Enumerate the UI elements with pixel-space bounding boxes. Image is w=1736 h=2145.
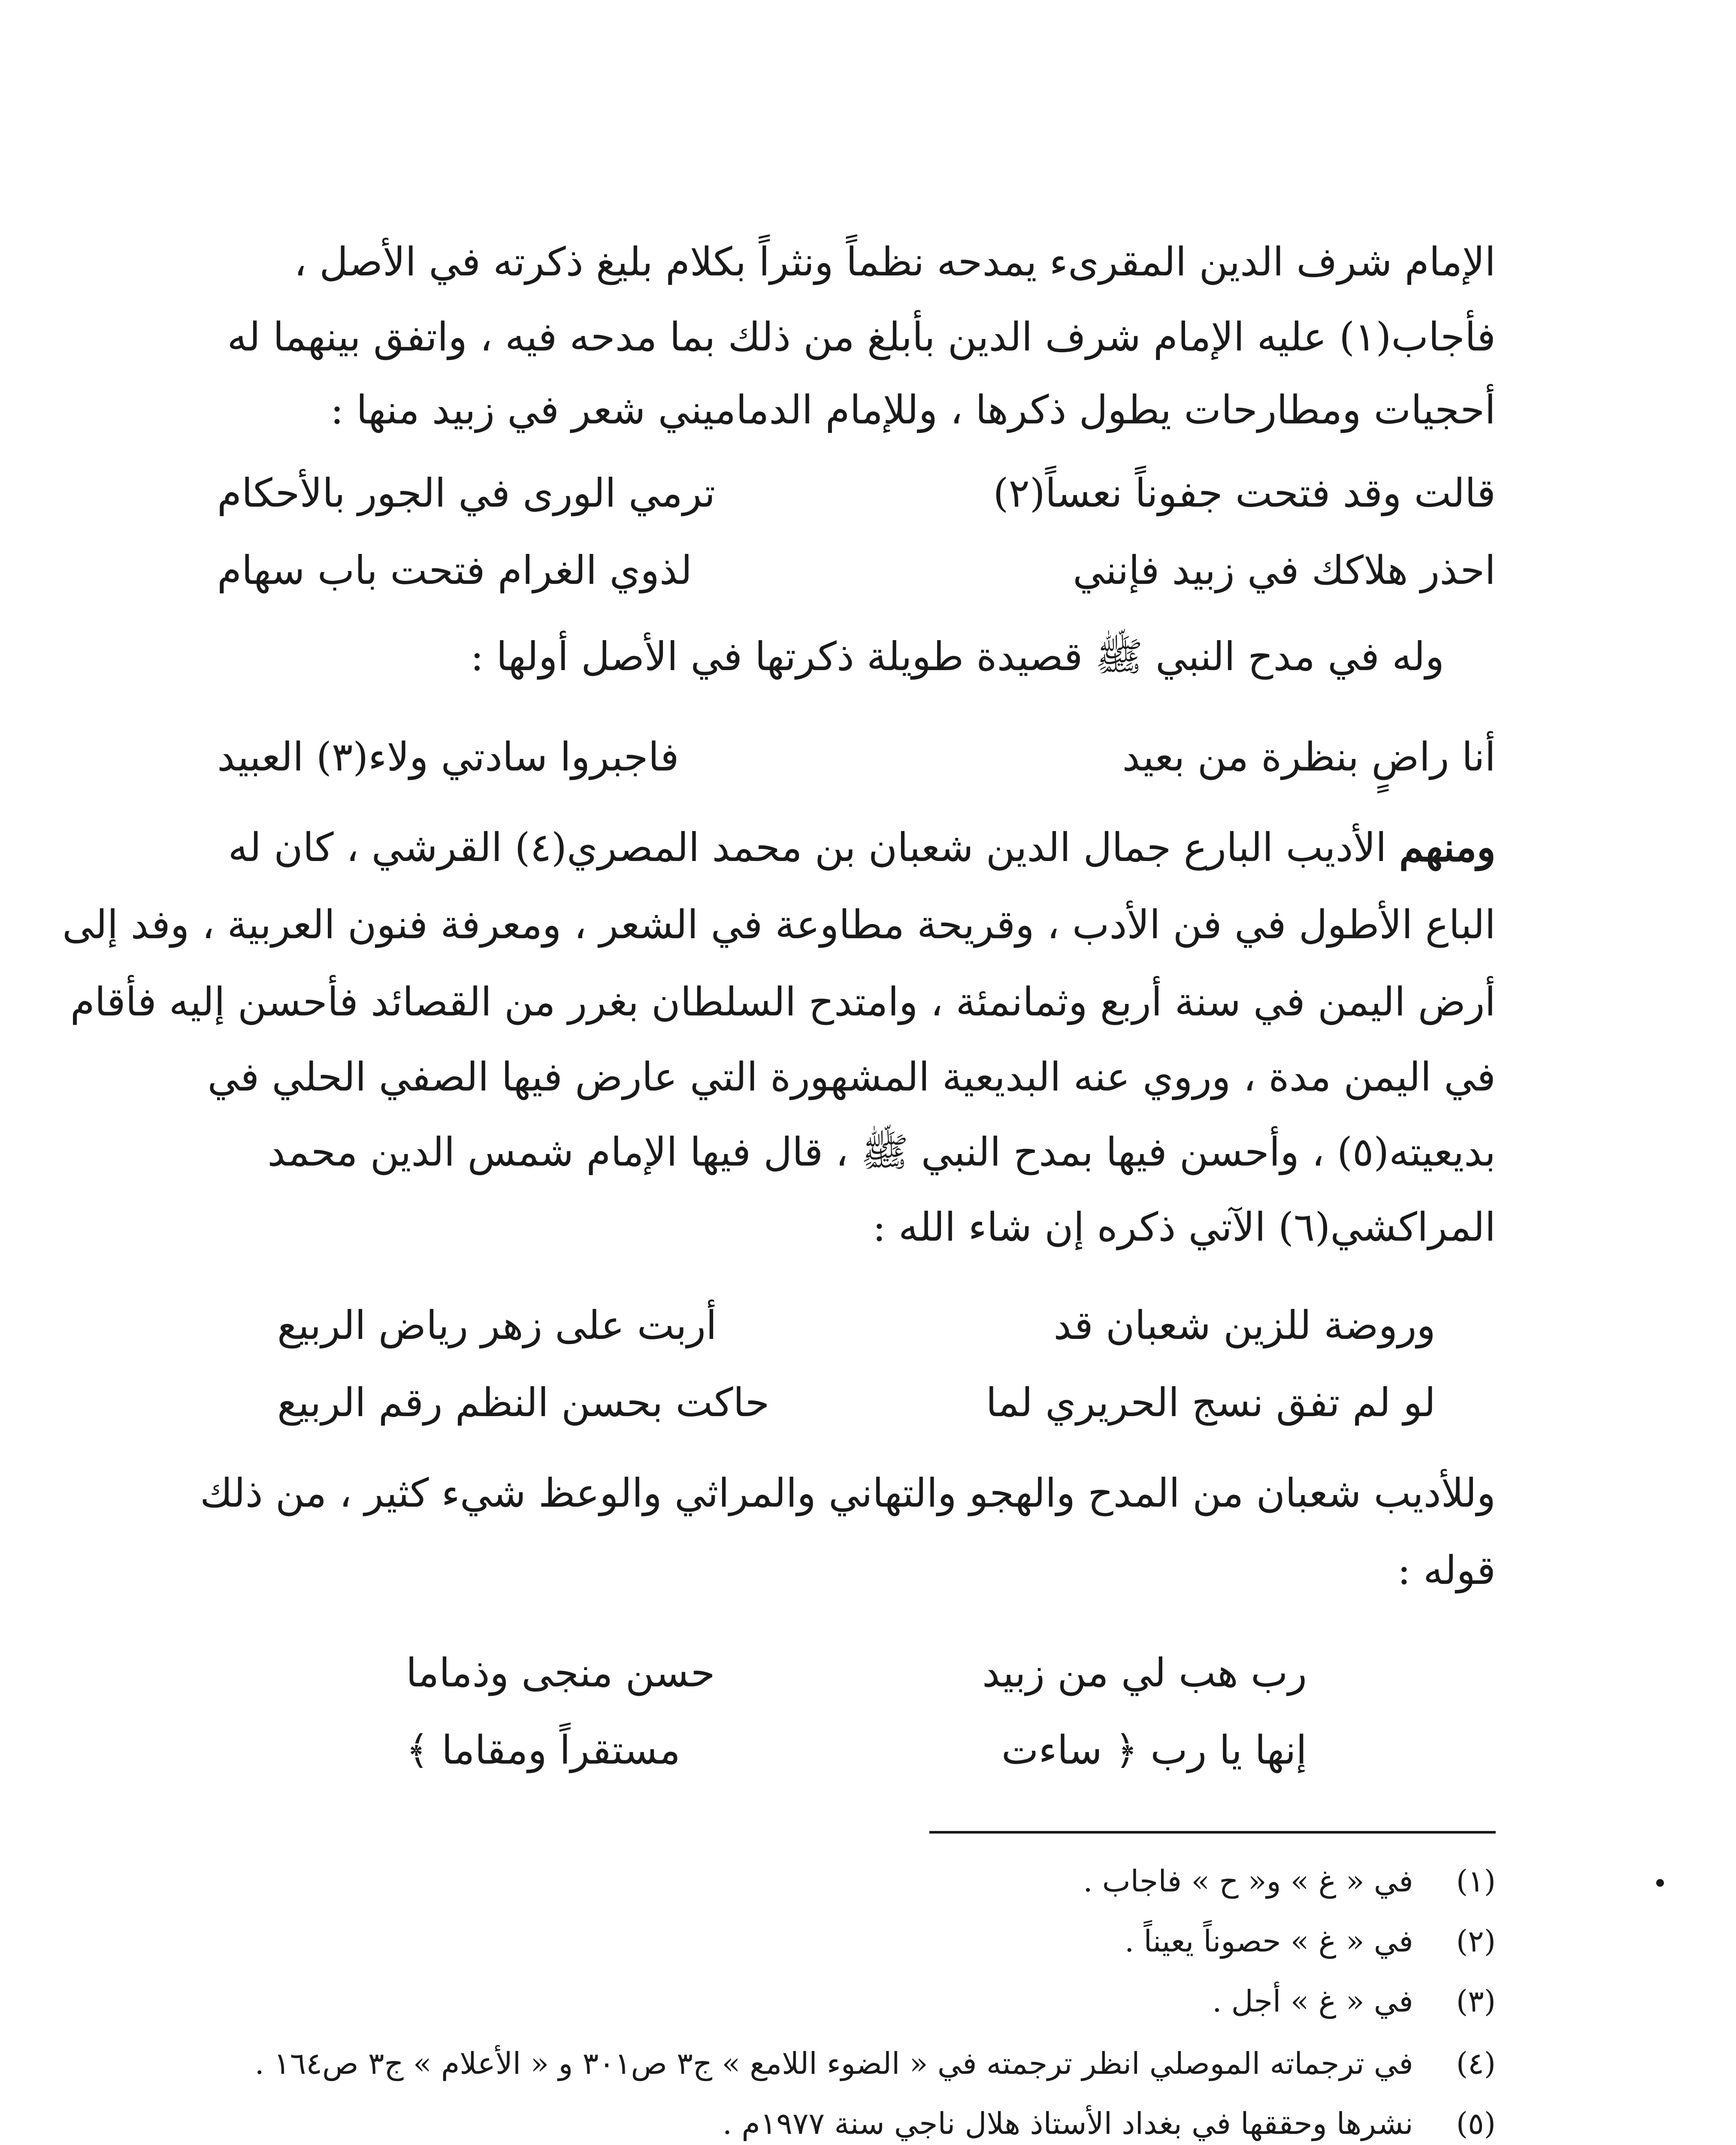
verse-first-hemistich: رب هب لي من زبيد xyxy=(982,1650,1307,1696)
footnote-number: (٤) xyxy=(1456,2046,1496,2081)
paragraph-lead-word: ومنهم xyxy=(1399,824,1496,870)
paragraph-line: الباع الأطول في فن الأدب ، وقريحة مطاوعة في الشعر ، ومعرفة فنون العربية ، وفد إلى xyxy=(62,902,1496,948)
verse-first-hemistich: أنا راضٍ بنظرة من بعيد xyxy=(1122,734,1496,780)
verse-first-hemistich: قالت وقد فتحت جفوناً نعساً(٢) xyxy=(993,470,1496,516)
footnote xyxy=(1125,1918,1496,1965)
footnote-text: في « غ » أجل . xyxy=(1212,1984,1413,2019)
print-speck xyxy=(1656,1879,1664,1887)
verse-second-hemistich: أربت على زهر رياض الربيع xyxy=(277,1302,717,1348)
footnote xyxy=(1212,1978,1496,2025)
verse-line xyxy=(217,729,1496,785)
footnote-text: في « غ » حصوناً يعيناً . xyxy=(1124,1924,1413,1959)
verse-first-hemistich: احذر هلاكك في زبيد فإنني xyxy=(1073,547,1496,593)
footnote-text: نشرها وحققها في بغداد الأستاذ هلال ناجي سنة ١٩٧٧م . xyxy=(722,2106,1413,2141)
paragraph-line: وللأديب شعبان من المدح والهجو والتهاني والمراثي والوعظ شيء كثير ، من ذلك xyxy=(200,1470,1496,1516)
verse-line xyxy=(217,543,1496,598)
verse-line xyxy=(406,1645,1307,1701)
footnote-text: في « غ » و« ح » فاجاب . xyxy=(1083,1864,1413,1899)
verse-line xyxy=(277,1375,1436,1431)
verse-second-hemistich: حاكت بحسن النظم رقم الربيع xyxy=(277,1380,770,1426)
footnote xyxy=(1083,1858,1496,1905)
paragraph-line: المراكشي(٦) الآتي ذكره إن شاء الله : xyxy=(872,1204,1496,1250)
verse-second-hemistich: حسن منجى وذماما xyxy=(406,1650,715,1696)
paragraph-line: الإمام شرف الدين المقرىء يمدحه نظماً ونثراً بكلام بليغ ذكرته في الأصل ، xyxy=(294,239,1496,285)
footnote xyxy=(255,2040,1496,2087)
paragraph-line: فأجاب(١) عليه الإمام شرف الدين بأبلغ من ذلك بما مدحه فيه ، واتفق بينهما له xyxy=(227,314,1496,360)
verse-second-hemistich: ترمي الورى في الجور بالأحكام xyxy=(217,470,716,516)
paragraph-line: قوله : xyxy=(1397,1547,1496,1593)
footnote-number: (٢) xyxy=(1456,1924,1496,1959)
paragraph-text: الأديب البارع جمال الدين شعبان بن محمد المصري(٤) القرشي ، كان له xyxy=(228,825,1399,870)
paragraph-line: بديعيته(٥) ، وأحسن فيها بمدح النبي ﷺ ، قال فيها الإمام شمس الدين محمد xyxy=(267,1129,1496,1175)
footnote-text: في ترجماته الموصلي انظر ترجمته في « الضوء اللامع » ج٣ ص٣٠١ و « الأعلام » ج٣ ص١٦٤ . xyxy=(254,2046,1413,2081)
verse-second-hemistich: لذوي الغرام فتحت باب سهام xyxy=(217,547,693,593)
verse-first-hemistich: وروضة للزين شعبان قد xyxy=(1053,1302,1436,1348)
verse-first-hemistich: لو لم تفق نسج الحريري لما xyxy=(986,1380,1436,1426)
paragraph-line: أرض اليمن في سنة أربع وثمانمئة ، وامتدح السلطان بغرر من القصائد فأحسن إليه فأقام xyxy=(70,979,1496,1025)
paragraph-line xyxy=(217,826,1496,869)
verse-line xyxy=(217,465,1496,521)
footnote-separator xyxy=(929,1831,1496,1834)
footnote xyxy=(723,2100,1496,2145)
verse-second-hemistich: فاجبروا سادتي ولاء(٣) العبيد xyxy=(217,734,679,780)
footnote-number: (٥) xyxy=(1456,2106,1496,2141)
footnote-number: (٣) xyxy=(1456,1984,1496,2019)
verse-line xyxy=(277,1298,1436,1353)
paragraph-line: في اليمن مدة ، وروي عنه البديعية المشهورة التي عارض فيها الصفي الحلي في xyxy=(207,1054,1496,1100)
footnote-number: (١) xyxy=(1456,1864,1496,1899)
paragraph-line: وله في مدح النبي ﷺ قصيدة طويلة ذكرتها في الأصل أولها : xyxy=(470,634,1444,680)
verse-line xyxy=(406,1722,1307,1778)
verse-first-hemistich: إنها يا رب ﴿ ساءت xyxy=(1001,1727,1307,1773)
verse-second-hemistich: مستقراً ومقاما ﴾ xyxy=(406,1727,680,1773)
paragraph-line: أحجيات ومطارحات يطول ذكرها ، وللإمام الدماميني شعر في زبيد منها : xyxy=(330,387,1496,433)
